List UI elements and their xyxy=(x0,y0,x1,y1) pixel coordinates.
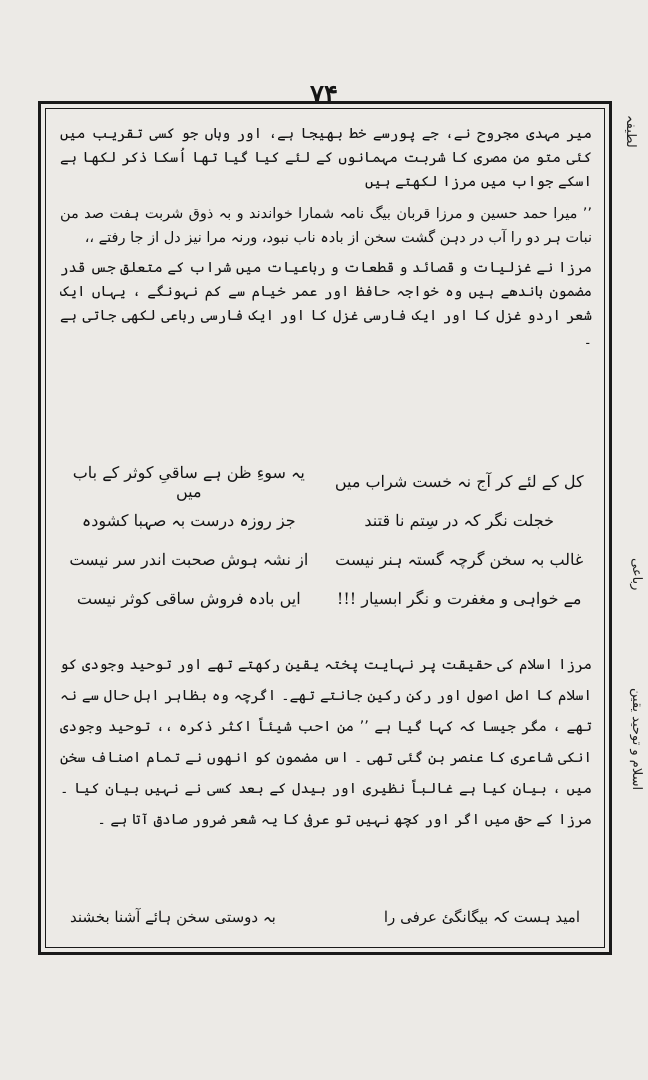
couplet xyxy=(64,462,584,501)
hemistich: مے خواہی و مغفرت و نگر ابسیار !!! xyxy=(336,589,582,608)
verse-block xyxy=(64,462,584,618)
paragraph: مرزا نے غزلیات و قصائد و قطعات و رباعیات میں شراب کے متعلق جس قدر مضمون باندھے ہیں وہ خواجہ حافظ اور عمر خیام سے کم نہونگے ، یہاں ایک شعر اردو غزل کا اور ایک فارسی غزل کا اور ایک فارسی رباعی لکھی جاتی ہے ۔ xyxy=(60,260,592,348)
hemistich: یہ سوءِ ظن ہے ساقیِ کوثر کے باب میں xyxy=(72,462,305,501)
closing-couplet xyxy=(70,908,580,926)
page-number: ۷۴ xyxy=(310,80,338,110)
hemistich: غالب بہ سخن گرچہ گستہ ہنر نیست xyxy=(335,550,584,569)
paragraph: میر مہدی مجروح نے، جے پورسے خط بھیجا ہے، اور وہاں جو کسی تقریب میں کئی متو من مصری کا شربت مہمانوں کے لئے کیا گیا تھا اُسکا ذکر لکھا ہے اسکے جواب میں مرزا لکھتے ہیں xyxy=(60,126,592,190)
hemistich: ایں بادہ فروش ساقی کوثر نیست xyxy=(76,589,301,608)
couplet xyxy=(64,579,584,618)
paragraph: مرزا اسلام کی حقیقت پر نہایت پختہ یقین رکھتے تھے اور توحید وجودی کو اسلام کا اصل اصول اور رکن رکین جانتے تھے۔ اگرچہ وہ بظاہر اہل حال سے نہ تھے ، مگر جیسا کہ کہا گیا ہے ٬٬ من احب شیئاً اکثر ذکرہ ،، توحید وجودی انکی شاعری کا عنصر بن گئی تھی ۔ اس مضمون کو انھوں نے تمام اصناف سخن میں ، بیان کیا ہے غالباً نظیری اور بیدل کے بعد کسی نے نہیں بیان کیا ۔ مرزا کے حق میں اگر اور کچھ نہیں تو عرفی کا یہ شعر ضرور صادق آتا ہے ۔ xyxy=(60,657,592,828)
couplet xyxy=(64,501,584,540)
couplet xyxy=(64,540,584,579)
hemistich: کل کے لئے کر آج نہ خست شراب میں xyxy=(334,472,584,491)
hemistich: خجلت نگر کہ در سِتم نا قتند xyxy=(364,511,555,530)
margin-note: لطیفہ xyxy=(623,115,638,148)
hemistich: جز روزہ درست بہ صہبا کشودہ xyxy=(81,511,296,530)
hemistich: بہ دوستی سخن ہائے آشنا بخشند xyxy=(70,908,276,926)
margin-note: اسلام و توحید یقین xyxy=(629,688,644,791)
body-text xyxy=(60,122,592,358)
hemistich: از نشہ ہوش صحبت اندر سر نیست xyxy=(69,550,309,569)
hemistich: امید ہست کہ بیگانگئ عرفی را xyxy=(383,908,580,926)
body-text-2 xyxy=(60,650,592,836)
margin-note: رباعی xyxy=(629,558,644,591)
quotation: ٬٬ میرا حمد حسین و مرزا قربان بیگ نامہ شمارا خواندند و بہ ذوق شربت ہفت صد من نبات ہر دو را آب در دہن گشت سخن از بادہ ناب نبود، ورنہ مرا نیز دل از جا رفتے ،، xyxy=(60,206,592,246)
